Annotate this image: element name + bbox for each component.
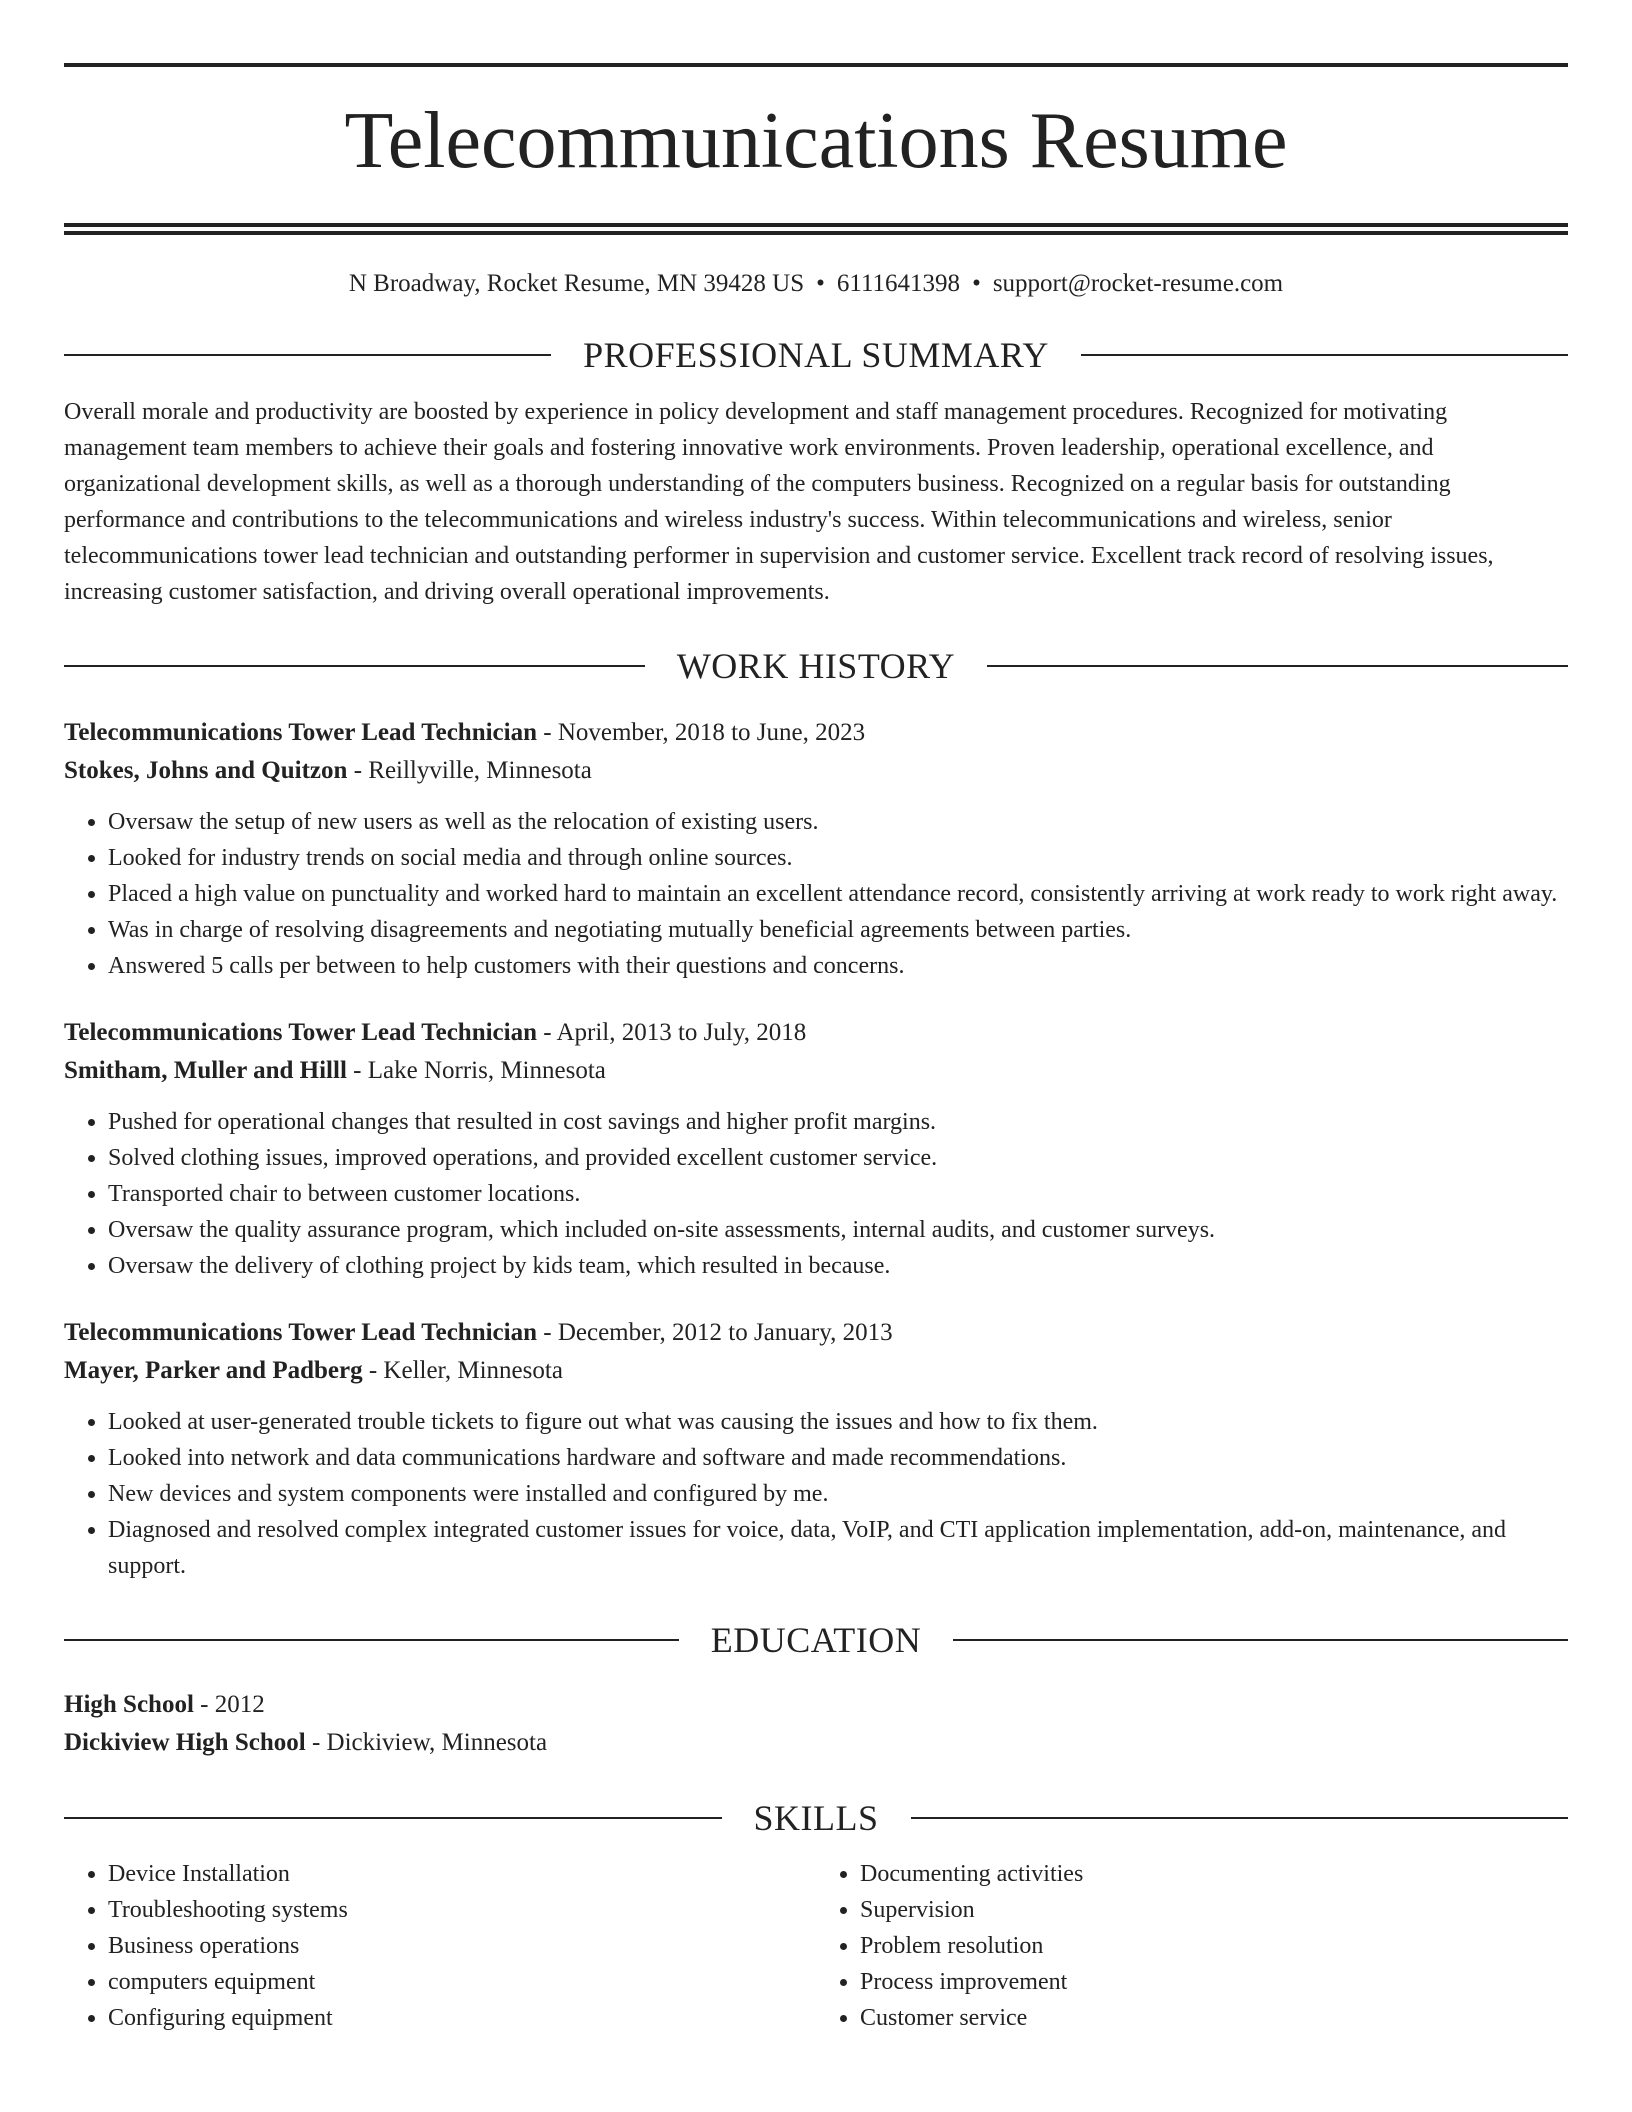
job-title-line <box>64 1014 1568 1052</box>
skill-item: • Process improvement <box>860 1964 1568 2000</box>
job-company-line <box>64 752 1568 790</box>
heading-rule-left <box>64 354 551 356</box>
job-dates: - April, 2013 to July, 2018 <box>537 1019 807 1046</box>
contact-separator: • <box>816 270 825 297</box>
job-bullet: • Pushed for operational changes that resulted in cost savings and higher profit margins. <box>108 1104 1568 1140</box>
job-title: Telecommunications Tower Lead Technician <box>64 719 537 746</box>
job-location: - Lake Norris, Minnesota <box>346 1057 606 1084</box>
skills-heading <box>64 1798 1568 1838</box>
skill-item: • Customer service <box>860 2000 1568 2036</box>
heading-rule-right <box>911 1817 1569 1819</box>
job-bullet: • Oversaw the setup of new users as well as the relocation of existing users. <box>108 804 1568 840</box>
heading-rule-right <box>987 665 1568 667</box>
job-bullet: • Placed a high value on punctuality and worked hard to maintain an excellent attendance record, consistently arriving at work ready to work right away. <box>108 876 1568 912</box>
page-title: Telecommunications Resume <box>344 97 1288 185</box>
job-title-line <box>64 1314 1568 1352</box>
education-year: - 2012 <box>193 1691 265 1718</box>
skill-item: • Business operations <box>108 1928 816 1964</box>
skills-heading-label: SKILLS <box>753 1798 879 1838</box>
work-history-list <box>64 714 1568 1584</box>
heading-rule-left <box>64 665 645 667</box>
skills-list-right <box>816 1856 1568 2036</box>
job-location: - Keller, Minnesota <box>362 1357 563 1384</box>
education-heading <box>64 1620 1568 1660</box>
title-double-rule <box>64 223 1568 235</box>
job-bullet: • Answered 5 calls per between to help customers with their questions and concerns. <box>108 948 1568 984</box>
job-bullet: • Looked at user-generated trouble tickets to figure out what was causing the issues and how to fix them. <box>108 1404 1568 1440</box>
heading-rule-right <box>953 1639 1568 1641</box>
job-title: Telecommunications Tower Lead Technician <box>64 1319 537 1346</box>
skill-item: • Configuring equipment <box>108 2000 816 2036</box>
contact-line <box>64 269 1568 299</box>
skill-item: • Device Installation <box>108 1856 816 1892</box>
skills-list-left <box>64 1856 816 2036</box>
job-location: - Reillyville, Minnesota <box>347 757 592 784</box>
heading-rule-left <box>64 1639 679 1641</box>
work-history-heading <box>64 646 1568 686</box>
skill-item: • Supervision <box>860 1892 1568 1928</box>
summary-heading-label: PROFESSIONAL SUMMARY <box>583 335 1049 375</box>
job-bullet: • Oversaw the quality assurance program, which included on-site assessments, internal audits, and customer surveys. <box>108 1212 1568 1248</box>
job-bullets <box>64 1404 1568 1584</box>
summary-heading <box>64 335 1568 375</box>
job-dates: - November, 2018 to June, 2023 <box>537 719 866 746</box>
job-company-line <box>64 1352 1568 1390</box>
job-bullets <box>64 1104 1568 1284</box>
job-company-line <box>64 1052 1568 1090</box>
job-bullets <box>64 804 1568 984</box>
top-rule <box>64 63 1568 67</box>
job-company: Smitham, Muller and Hilll <box>64 1057 347 1084</box>
contact-address: N Broadway, Rocket Resume, MN 39428 US <box>348 270 805 297</box>
contact-phone: 6111641398 <box>836 270 961 297</box>
job-bullet: • Was in charge of resolving disagreements and negotiating mutually beneficial agreements between parties. <box>108 912 1568 948</box>
skill-item: • Documenting activities <box>860 1856 1568 1892</box>
job-title: Telecommunications Tower Lead Technician <box>64 1019 537 1046</box>
education-school: Dickiview High School <box>64 1729 306 1756</box>
job-entry <box>64 714 1568 984</box>
education-entry <box>64 1686 1568 1762</box>
education-heading-label: EDUCATION <box>710 1620 922 1660</box>
job-bullet: • Solved clothing issues, improved operations, and provided excellent customer service. <box>108 1140 1568 1176</box>
job-bullet: • Oversaw the delivery of clothing project by kids team, which resulted in because. <box>108 1248 1568 1284</box>
skills-columns <box>64 1856 1568 2036</box>
education-degree-line <box>64 1686 1568 1724</box>
contact-email: support@rocket-resume.com <box>992 270 1284 297</box>
job-bullet: • New devices and system components were installed and configured by me. <box>108 1476 1568 1512</box>
skill-item: • Troubleshooting systems <box>108 1892 816 1928</box>
job-company: Stokes, Johns and Quitzon <box>64 757 348 784</box>
job-dates: - December, 2012 to January, 2013 <box>537 1319 893 1346</box>
skill-item: • Problem resolution <box>860 1928 1568 1964</box>
work-history-heading-label: WORK HISTORY <box>676 646 956 686</box>
education-location: - Dickiview, Minnesota <box>305 1729 548 1756</box>
job-bullet: • Looked into network and data communications hardware and software and made recommendations. <box>108 1440 1568 1476</box>
skill-item: • computers equipment <box>108 1964 816 2000</box>
summary-text: Overall morale and productivity are boosted by experience in policy development and staff management procedures. Recognized for motivating management team members to achieve their goals and fostering innovative work environments. Proven leadership, operational excellence, and organizational development skills, as well as a thorough understanding of the computers business. Recognized on a regular basis for outstanding performance and contributions to the telecommunications and wireless industry's success. Within telecommunications and wireless, senior telecommunications tower lead technician and outstanding performer in supervision and customer service. Excellent track record of resolving issues, increasing customer satisfaction, and driving overall operational improvements. <box>64 399 1494 605</box>
contact-separator: • <box>972 270 981 297</box>
education-degree: High School <box>64 1691 194 1718</box>
job-company: Mayer, Parker and Padberg <box>64 1357 363 1384</box>
job-bullet: • Diagnosed and resolved complex integrated customer issues for voice, data, VoIP, and CTI application implementation, add-on, maintenance, and support. <box>108 1512 1568 1584</box>
heading-rule-right <box>1081 354 1568 356</box>
education-school-line <box>64 1724 1568 1762</box>
job-entry <box>64 1314 1568 1584</box>
job-title-line <box>64 714 1568 752</box>
job-bullet: • Looked for industry trends on social media and through online sources. <box>108 840 1568 876</box>
job-bullet: • Transported chair to between customer locations. <box>108 1176 1568 1212</box>
job-entry <box>64 1014 1568 1284</box>
heading-rule-left <box>64 1817 722 1819</box>
